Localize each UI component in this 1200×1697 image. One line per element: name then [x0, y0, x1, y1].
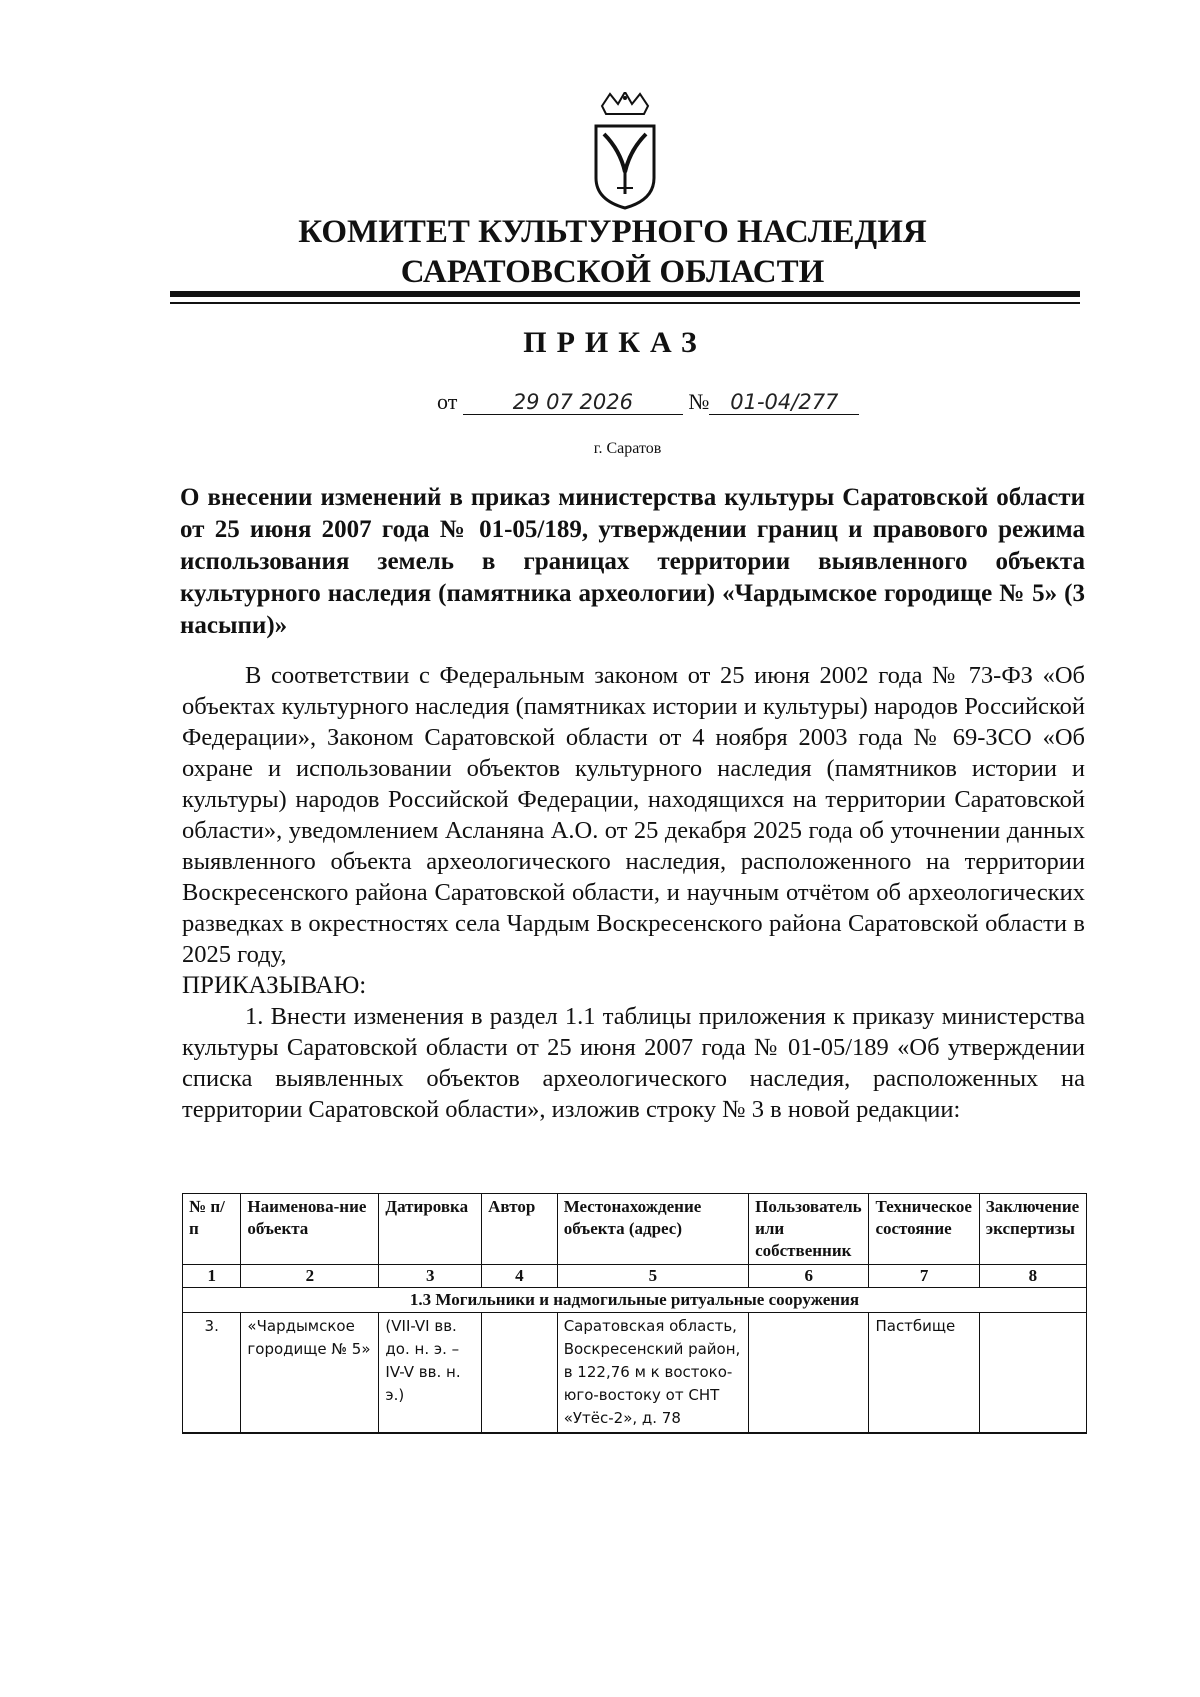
column-number: 1 [183, 1265, 241, 1288]
organization-name [0, 212, 1200, 292]
column-number: 4 [482, 1265, 558, 1288]
column-number: 2 [241, 1265, 379, 1288]
date-prefix: от [437, 389, 458, 414]
document-body [182, 660, 1085, 1125]
number-prefix: № [688, 389, 710, 414]
object-owner [749, 1313, 869, 1434]
header-rule-thin [170, 302, 1080, 304]
header-cell: № п/п [183, 1194, 241, 1265]
header-cell: Пользователь или собственник [749, 1194, 869, 1265]
section-title: 1.3 Могильники и надмогильные ритуальные сооружения [183, 1288, 1087, 1313]
column-number: 7 [869, 1265, 979, 1288]
column-number: 5 [557, 1265, 748, 1288]
column-number-row [183, 1265, 1087, 1288]
column-number: 6 [749, 1265, 869, 1288]
object-condition: Пастбище [869, 1313, 979, 1434]
header-cell: Заключение экспертизы [979, 1194, 1086, 1265]
object-name: «Чардымское городище № 5» [241, 1313, 379, 1434]
preamble-paragraph: В соответствии с Федеральным законом от 25 июня 2002 года № 73-ФЗ «Об объектах культурного наследия (памятниках истории и культуры) народов Российской Федерации», Законом Саратовской области от 4 ноября 2003 года № 69-ЗСО «Об охране и использовании объектов культурного наследия (памятников истории и культуры) народов Российской Федерации, находящихся на территории Саратовской области», уведомлением Асланяна А.О. от 25 декабря 2025 года об уточнении данных выявленного объекта археологического наследия, расположенного на территории Воскресенского района Саратовской области, и научным отчётом об археологических разведках в окрестностях села Чардым Воскресенского района Саратовской области в 2025 году, [182, 662, 1085, 968]
row-number: 3. [183, 1313, 241, 1434]
table-row [183, 1313, 1087, 1434]
header-cell: Наименова-ние объекта [241, 1194, 379, 1265]
document-type: ПРИКАЗ [523, 326, 707, 359]
date-number-line [437, 389, 859, 415]
object-author [482, 1313, 558, 1434]
header-cell: Техническое состояние [869, 1194, 979, 1265]
object-dating: (VII-VI вв. до. н. э. – IV-V вв. н. э.) [379, 1313, 482, 1434]
handwritten-date: 29 07 2026 [463, 390, 683, 415]
handwritten-number: 01-04/277 [709, 390, 859, 415]
header-cell: Местонахождение объекта (адрес) [557, 1194, 748, 1265]
org-line-2: САРАТОВСКОЙ ОБЛАСТИ [400, 254, 825, 290]
table-header-row [183, 1194, 1087, 1265]
city: г. Саратов [593, 440, 662, 457]
objects-table [182, 1193, 1087, 1434]
object-location: Саратовская область, Воскресенский район, в 122,76 м к востоко-юго-востоку от СНТ «Утёс-2», д. 78 [557, 1313, 748, 1434]
header-cell: Автор [482, 1194, 558, 1265]
object-expertise [979, 1313, 1086, 1434]
document-title [180, 482, 1085, 642]
document-title-text: О внесении изменений в приказ министерства культуры Саратовской области от 25 июня 2007 года № 01-05/189, утверждении границ и правового режима использования земель в границах территории выявленного объекта культурного наследия (памятника археологии) «Чардымское городище № 5» (3 насыпи)» [180, 484, 1085, 639]
header-cell: Датировка [379, 1194, 482, 1265]
column-number: 3 [379, 1265, 482, 1288]
org-line-1: КОМИТЕТ КУЛЬТУРНОГО НАСЛЕДИЯ [298, 214, 927, 250]
column-number: 8 [979, 1265, 1086, 1288]
header-rule-thick [170, 291, 1080, 297]
coat-of-arms-emblem [590, 92, 660, 210]
item-1-paragraph: 1. Внести изменения в раздел 1.1 таблицы приложения к приказу министерства культуры Саратовской области от 25 июня 2007 года № 01-05/189 «Об утверждении списка выявленных объектов археологического наследия, расположенных на территории Саратовской области», изложив строку № 3 в новой редакции: [182, 1003, 1085, 1123]
order-word: ПРИКАЗЫВАЮ: [182, 972, 367, 999]
section-row [183, 1288, 1087, 1313]
